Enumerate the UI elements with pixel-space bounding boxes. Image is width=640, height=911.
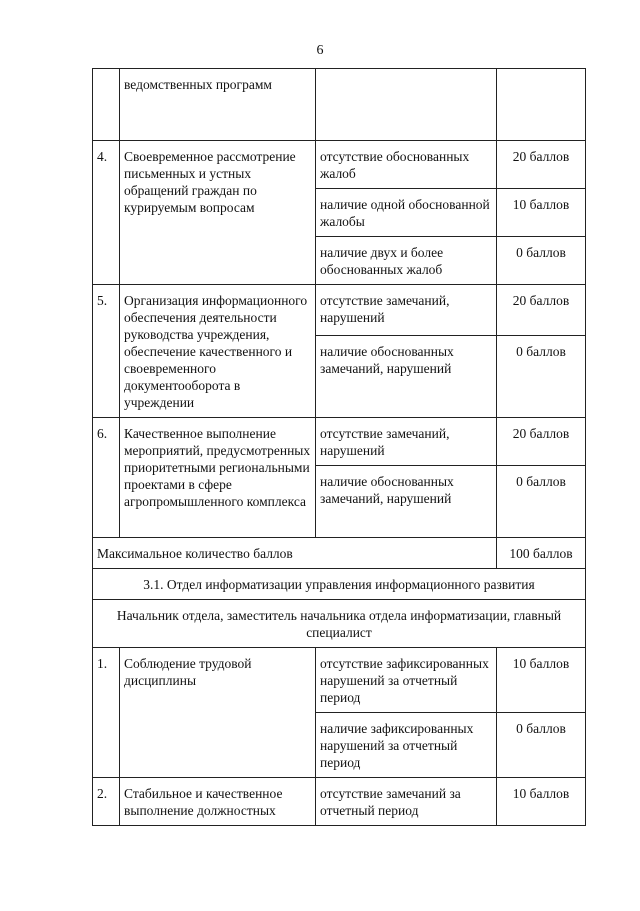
table-row: [93, 569, 586, 600]
table-row: [93, 285, 586, 336]
condition-text: отсутствие замечаний за отчетный период: [316, 778, 497, 826]
table-row: [93, 69, 586, 141]
score-cell: [497, 69, 586, 141]
criterion-cell: ведомственных программ: [120, 69, 316, 141]
criterion-text: Своевременное рассмотрение письменных и устных обращений граждан по курируемым вопросам: [120, 141, 316, 285]
table-row: [93, 418, 586, 466]
row-number: 6.: [93, 418, 120, 538]
condition-text: отсутствие замечаний, нарушений: [316, 418, 497, 466]
condition-text: наличие обоснованных замечаний, нарушений: [316, 336, 497, 418]
criterion-text: Стабильное и качественное выполнение должностных: [120, 778, 316, 826]
criteria-table: [92, 68, 586, 826]
condition-text: наличие двух и более обоснованных жалоб: [316, 237, 497, 285]
criterion-text: Организация информационного обеспечения деятельности руководства учреждения, обеспечение качественного и своевременного документооборота в учреждении: [120, 285, 316, 418]
score-value: 10 баллов: [497, 189, 586, 237]
section-title: 3.1. Отдел информатизации управления информационного развития: [93, 569, 586, 600]
score-value: 20 баллов: [497, 285, 586, 336]
condition-cell: [316, 69, 497, 141]
positions-header: Начальник отдела, заместитель начальника отдела информатизации, главный специалист: [93, 600, 586, 648]
max-score-value: 100 баллов: [497, 538, 586, 569]
table-row: [93, 141, 586, 189]
score-value: 20 баллов: [497, 141, 586, 189]
row-number: 5.: [93, 285, 120, 418]
criterion-text: Качественное выполнение мероприятий, предусмотренных приоритетными региональными проектами в сфере агропромышленного комплекса: [120, 418, 316, 538]
criterion-text: Соблюдение трудовой дисциплины: [120, 648, 316, 778]
row-number: 2.: [93, 778, 120, 826]
page-number: 6: [316, 43, 324, 58]
condition-text: наличие зафиксированных нарушений за отчетный период: [316, 713, 497, 778]
row-number: 1.: [93, 648, 120, 778]
table-row: [93, 778, 586, 826]
table-row: [93, 538, 586, 569]
row-number-cell: [93, 69, 120, 141]
condition-text: отсутствие обоснованных жалоб: [316, 141, 497, 189]
table-row: [93, 648, 586, 713]
score-value: 10 баллов: [497, 648, 586, 713]
condition-text: отсутствие зафиксированных нарушений за отчетный период: [316, 648, 497, 713]
score-value: 0 баллов: [497, 237, 586, 285]
row-number: 4.: [93, 141, 120, 285]
condition-text: наличие обоснованных замечаний, нарушений: [316, 466, 497, 538]
score-value: 10 баллов: [497, 778, 586, 826]
score-value: 0 баллов: [497, 713, 586, 778]
score-value: 20 баллов: [497, 418, 586, 466]
condition-text: наличие одной обоснованной жалобы: [316, 189, 497, 237]
score-value: 0 баллов: [497, 336, 586, 418]
table-row: [93, 600, 586, 648]
score-value: 0 баллов: [497, 466, 586, 538]
max-score-label: Максимальное количество баллов: [93, 538, 497, 569]
condition-text: отсутствие замечаний, нарушений: [316, 285, 497, 336]
